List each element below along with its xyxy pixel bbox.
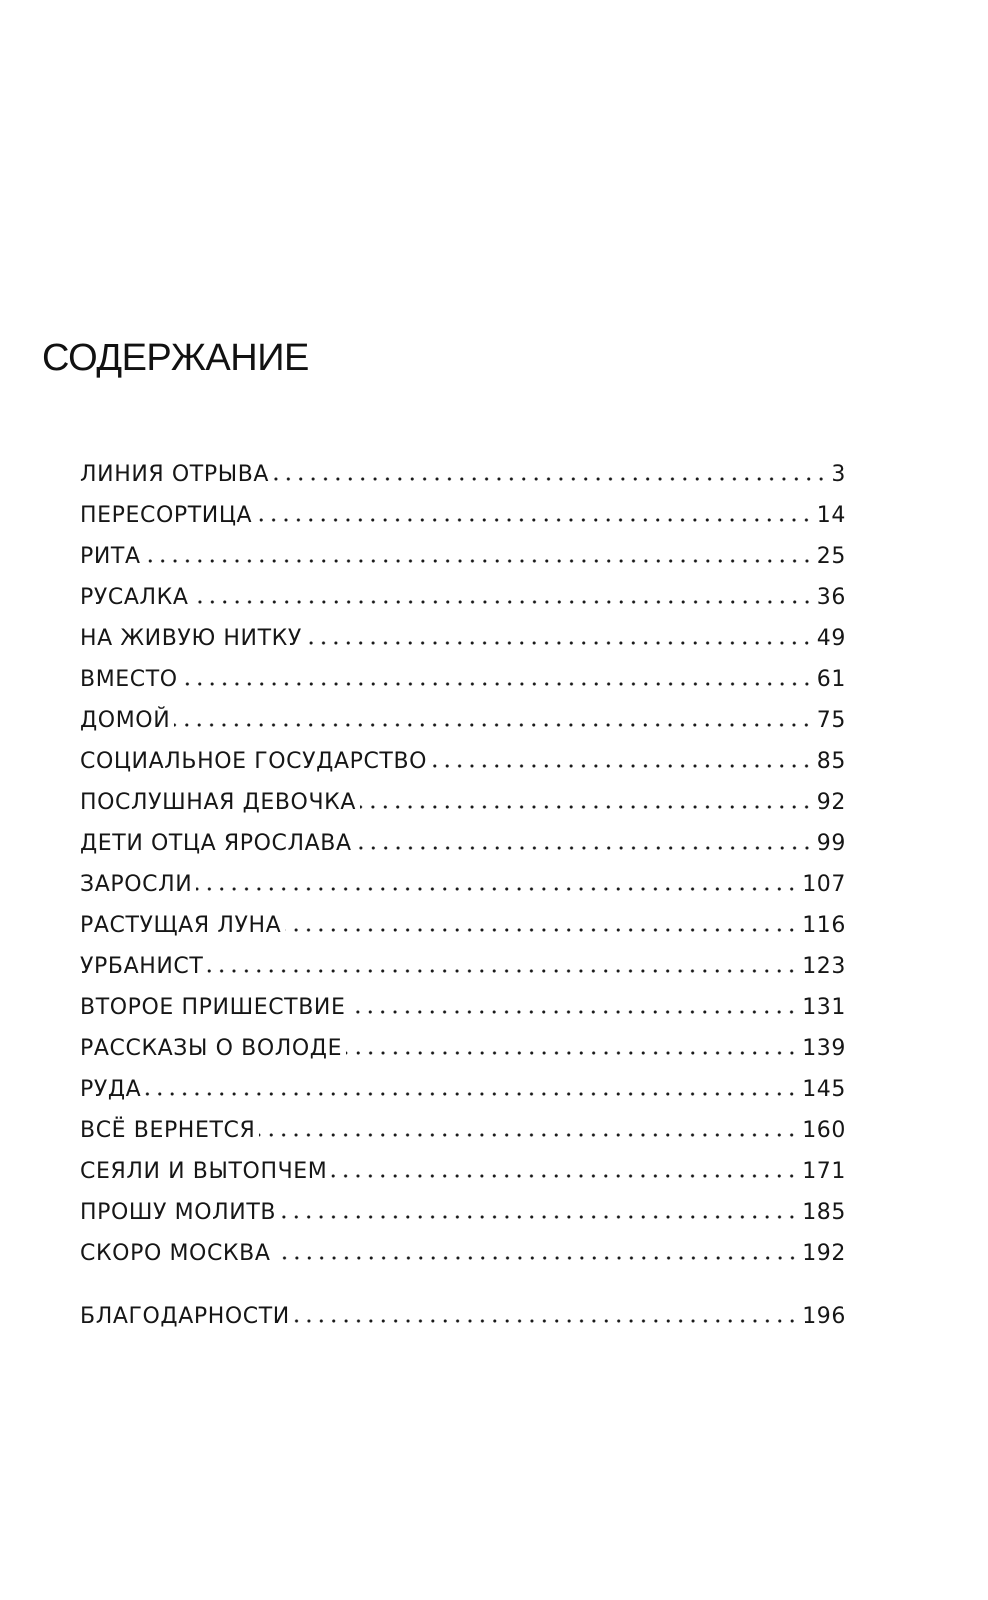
dot-leader — [174, 723, 813, 727]
toc-entry[interactable] — [80, 626, 846, 667]
toc-entry-page: 99 — [816, 831, 846, 856]
toc-entry-title: РУСАЛКА — [80, 585, 189, 610]
dot-leader — [280, 1215, 798, 1219]
toc-entry[interactable] — [80, 749, 846, 790]
toc-entry-title: НА ЖИВУЮ НИТКУ — [80, 626, 302, 651]
dot-leader — [256, 518, 813, 522]
toc-entry[interactable] — [80, 585, 846, 626]
dot-leader — [145, 559, 813, 563]
toc-entry-title: РУДА — [80, 1077, 142, 1102]
toc-entry-title: ЗАРОСЛИ — [80, 872, 193, 897]
toc-entry[interactable] — [80, 462, 846, 503]
toc-section-gap — [80, 1282, 846, 1304]
toc-entry-title: СКОРО МОСКВА — [80, 1241, 271, 1266]
toc-entry-page: 131 — [802, 995, 846, 1020]
toc-entry-title: УРБАНИСТ — [80, 954, 204, 979]
toc-entry-title: ПЕРЕСОРТИЦА — [80, 503, 253, 528]
toc-entry-page: 185 — [802, 1200, 846, 1225]
toc-entry[interactable] — [80, 544, 846, 585]
dot-leader — [145, 1092, 798, 1096]
dot-leader — [285, 928, 798, 932]
toc-entry[interactable] — [80, 995, 846, 1036]
dot-leader — [193, 600, 813, 604]
dot-leader — [356, 846, 813, 850]
toc-entry-title: РИТА — [80, 544, 141, 569]
toc-entry[interactable] — [80, 1036, 846, 1077]
toc-entry[interactable] — [80, 708, 846, 749]
toc-entry[interactable] — [80, 954, 846, 995]
toc-entry-title: РАСТУЩАЯ ЛУНА — [80, 913, 282, 938]
toc-entry-page: 171 — [802, 1159, 846, 1184]
dot-leader — [196, 887, 798, 891]
toc-entry-acknowledgements[interactable] — [80, 1304, 846, 1345]
toc-entry-page: 25 — [816, 544, 846, 569]
toc-entry-title: СОЦИАЛЬНОЕ ГОСУДАРСТВО — [80, 749, 428, 774]
dot-leader — [360, 805, 813, 809]
toc-entry[interactable] — [80, 790, 846, 831]
toc-entry-page: 3 — [831, 462, 846, 487]
dot-leader — [306, 641, 813, 645]
toc-entry-page: 92 — [816, 790, 846, 815]
toc-entry-title: ДОМОЙ — [80, 708, 171, 733]
table-of-contents — [80, 462, 846, 1345]
dot-leader — [331, 1174, 798, 1178]
toc-entry-title: ДЕТИ ОТЦА ЯРОСЛАВА — [80, 831, 352, 856]
toc-entry-title: СЕЯЛИ И ВЫТОПЧЕМ — [80, 1159, 328, 1184]
toc-entry-page: 123 — [802, 954, 846, 979]
toc-entry-page: 75 — [816, 708, 846, 733]
dot-leader — [259, 1133, 798, 1137]
dot-leader — [294, 1319, 798, 1323]
toc-entry-page: 145 — [802, 1077, 846, 1102]
toc-entry-page: 160 — [802, 1118, 846, 1143]
toc-entry-title: БЛАГОДАРНОСТИ — [80, 1304, 290, 1329]
toc-entry-page: 196 — [802, 1304, 846, 1329]
dot-leader — [431, 764, 813, 768]
toc-entry-title: ПОСЛУШНАЯ ДЕВОЧКА — [80, 790, 357, 815]
toc-entry[interactable] — [80, 1118, 846, 1159]
dot-leader — [273, 477, 827, 481]
toc-entry[interactable] — [80, 1200, 846, 1241]
dot-leader — [275, 1256, 799, 1260]
toc-entry[interactable] — [80, 1241, 846, 1282]
toc-entry-title: ЛИНИЯ ОТРЫВА — [80, 462, 270, 487]
toc-entry[interactable] — [80, 1077, 846, 1118]
toc-entry-title: ВМЕСТО — [80, 667, 178, 692]
dot-leader — [346, 1051, 798, 1055]
toc-entry[interactable] — [80, 1159, 846, 1200]
toc-entry-page: 107 — [802, 872, 846, 897]
toc-entry-page: 14 — [816, 503, 846, 528]
toc-entry-page: 139 — [802, 1036, 846, 1061]
toc-entry[interactable] — [80, 831, 846, 872]
toc-entry-page: 49 — [816, 626, 846, 651]
toc-entry-page: 36 — [816, 585, 846, 610]
toc-entry-title: ПРОШУ МОЛИТВ — [80, 1200, 277, 1225]
toc-entry[interactable] — [80, 913, 846, 954]
dot-leader — [207, 969, 798, 973]
toc-entry-page: 85 — [816, 749, 846, 774]
toc-entry[interactable] — [80, 503, 846, 544]
toc-entry[interactable] — [80, 667, 846, 708]
dot-leader — [349, 1010, 798, 1014]
page-title: СОДЕРЖАНИЕ — [42, 337, 309, 379]
toc-entry-page: 61 — [816, 667, 846, 692]
dot-leader — [182, 682, 813, 686]
toc-entry-title: РАССКАЗЫ О ВОЛОДЕ — [80, 1036, 343, 1061]
toc-entry-page: 192 — [802, 1241, 846, 1266]
toc-entry[interactable] — [80, 872, 846, 913]
toc-entry-page: 116 — [802, 913, 846, 938]
toc-entry-title: ВСЁ ВЕРНЕТСЯ — [80, 1118, 256, 1143]
toc-entry-title: ВТОРОЕ ПРИШЕСТВИЕ — [80, 995, 346, 1020]
